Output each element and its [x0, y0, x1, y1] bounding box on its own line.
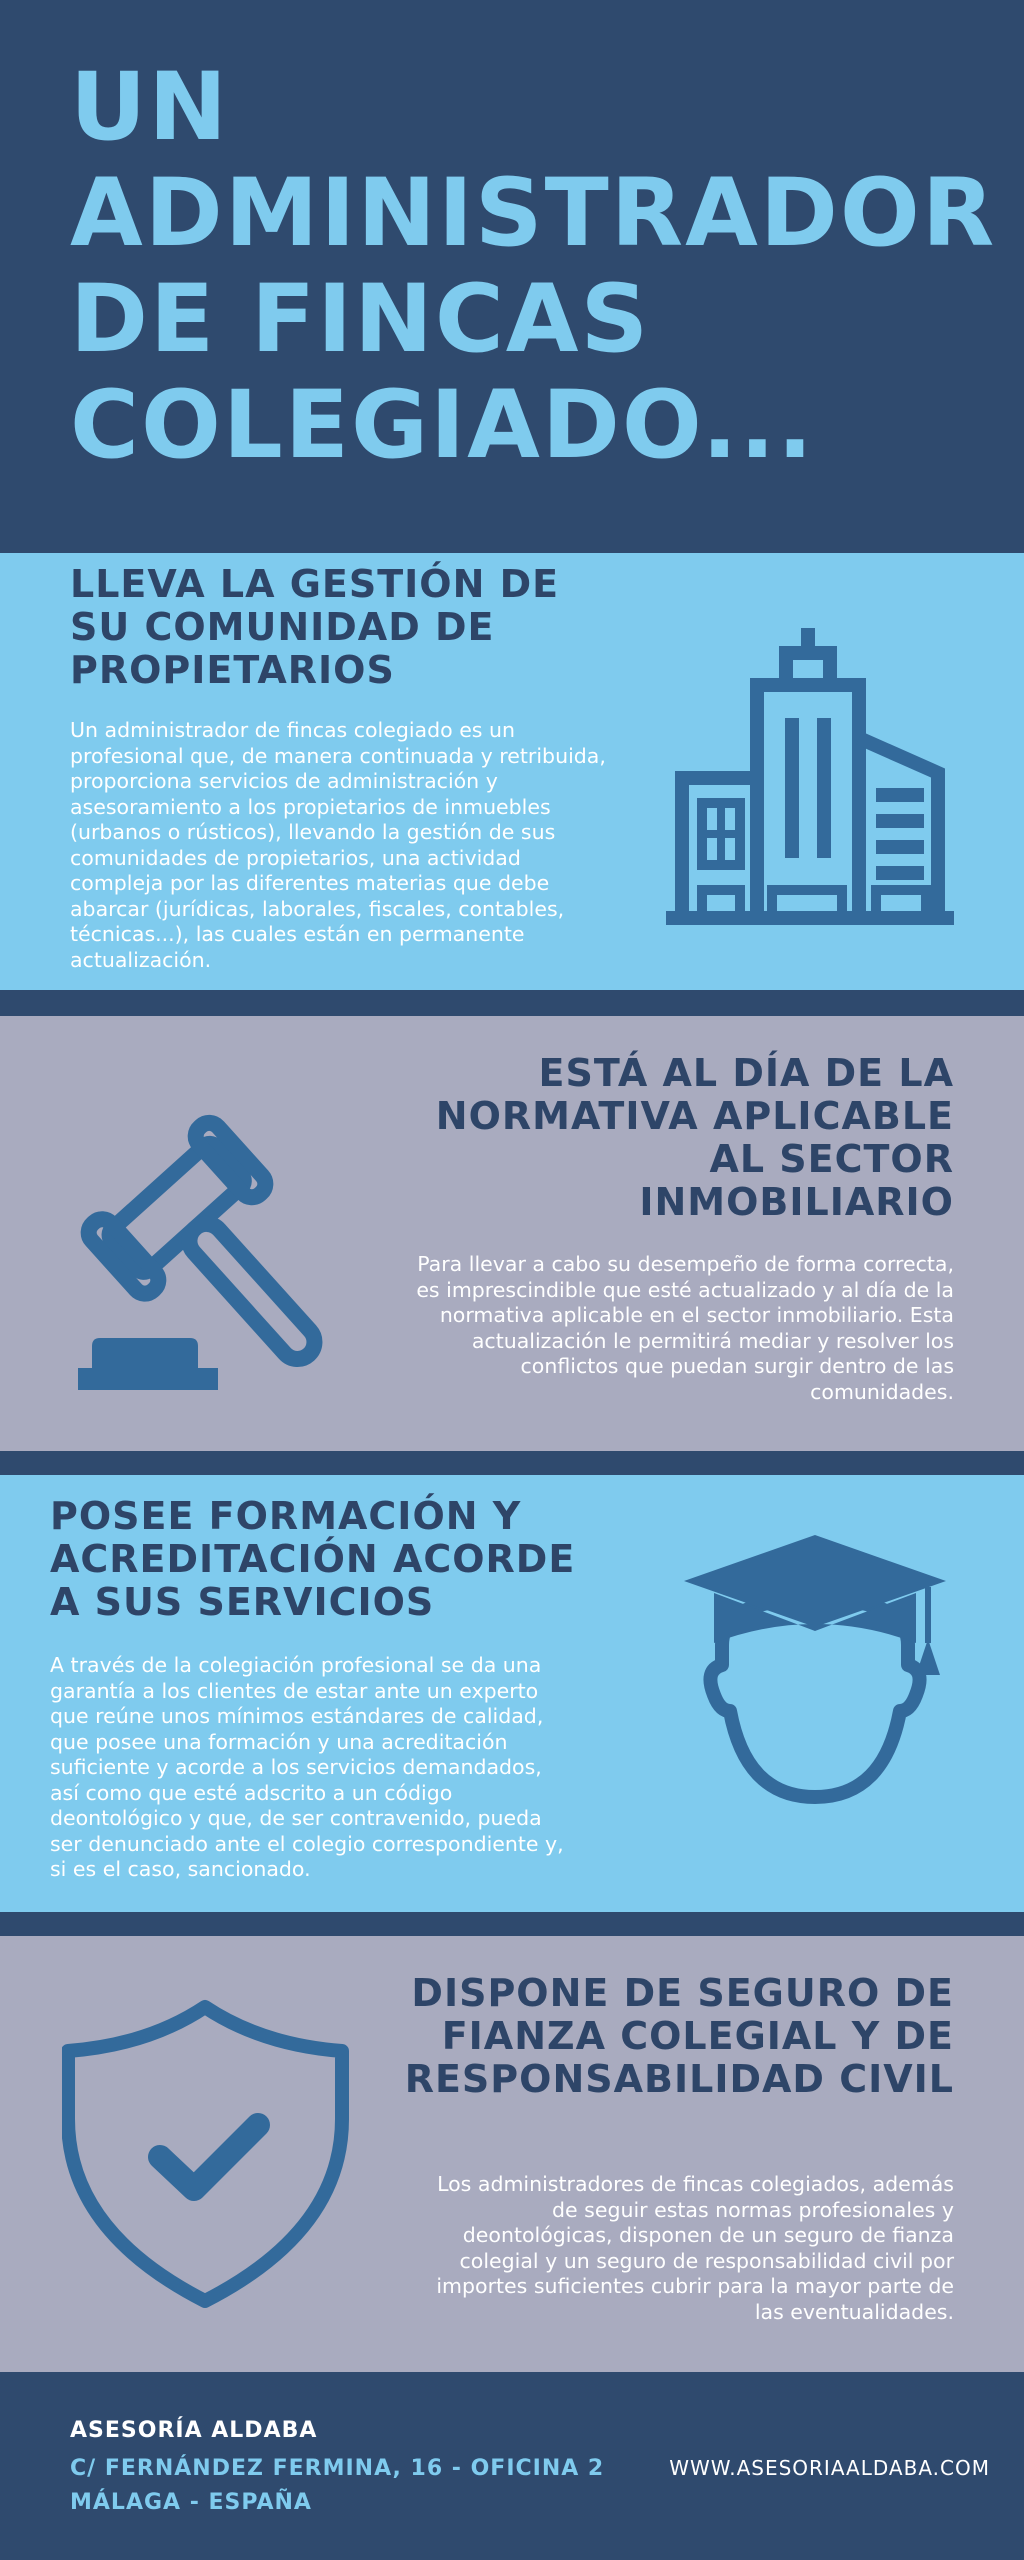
divider — [0, 1912, 1024, 1936]
graduate-icon — [670, 1535, 960, 1855]
section-body: Un administrador de fincas colegiado es un profesional que, de manera continuada y retribuida, proporciona servicios de administración y asesoramiento a los propietarios de inmuebles (urbanos o rústicos), llevando la gestión de sus comunidades de propietarios, una actividad compleja por las diferentes materias que debe abarcar (jurídicas, laborales, fiscales, contables, técnicas...), las cuales están en permanente actualización. — [70, 718, 606, 972]
divider — [0, 990, 1024, 1016]
section-training — [0, 1475, 1024, 1912]
section-body: Los administradores de fincas colegiados, además de seguir estas normas profesionales y deontológicas, disponen de un seguro de fianza colegial y un seguro de responsabilidad civil por importes suficientes cubrir para la mayor parte de las eventualidades. — [436, 2172, 954, 2324]
building-icon — [666, 628, 956, 928]
section-heading: ESTÁ AL DÍA DE LA NORMATIVA APLICABLE AL SECTOR INMOBILIARIO — [435, 1051, 954, 1224]
section-insurance — [0, 1936, 1024, 2372]
section-regulations — [0, 1016, 1024, 1451]
section-management — [0, 553, 1024, 990]
footer-address — [70, 2452, 604, 2520]
section-body: A través de la colegiación profesional se da una garantía a los clientes de estar ante un experto que reúne unos mínimos estándares de calidad, que posee una formación y una acreditación suficiente y acorde a los servicios demandados, así como que esté adscrito a un código deontológico y que, de ser contravenido, pueda ser denunciado ante el colegio correspondiente y, si es el caso, sancionado. — [50, 1653, 564, 1881]
divider — [0, 1451, 1024, 1475]
section-heading: LLEVA LA GESTIÓN DE SU COMUNIDAD DE PROPIETARIOS — [70, 562, 560, 692]
section-heading: POSEE FORMACIÓN Y ACREDITACIÓN ACORDE A SUS SERVICIOS — [50, 1494, 576, 1624]
section-body: Para llevar a cabo su desempeño de forma correcta, es imprescindible que esté actualizado y al día de la normativa aplicable en el sector inmobiliario. Esta actualización le permitirá mediar y resolver los conflictos que puedan surgir dentro de las comunidades. — [416, 1252, 954, 1404]
section-heading: DISPONE DE SEGURO DE FIANZA COLEGIAL Y DE RESPONSABILIDAD CIVIL — [404, 1971, 954, 2101]
footer-address-line: C/ FERNÁNDEZ FERMINA, 16 - OFICINA 2 — [70, 2456, 605, 2481]
shield-check-icon — [62, 1999, 352, 2309]
footer-website-link[interactable]: WWW.ASESORIAALDABA.COM — [669, 2456, 990, 2480]
gavel-icon — [70, 1086, 370, 1406]
page-title: UN ADMINISTRADOR DE FINCAS COLEGIADO... — [70, 53, 997, 480]
footer-company: ASESORÍA ALDABA — [70, 2418, 318, 2443]
footer-address-line: MÁLAGA - ESPAÑA — [70, 2490, 312, 2515]
header-band — [0, 0, 1024, 553]
